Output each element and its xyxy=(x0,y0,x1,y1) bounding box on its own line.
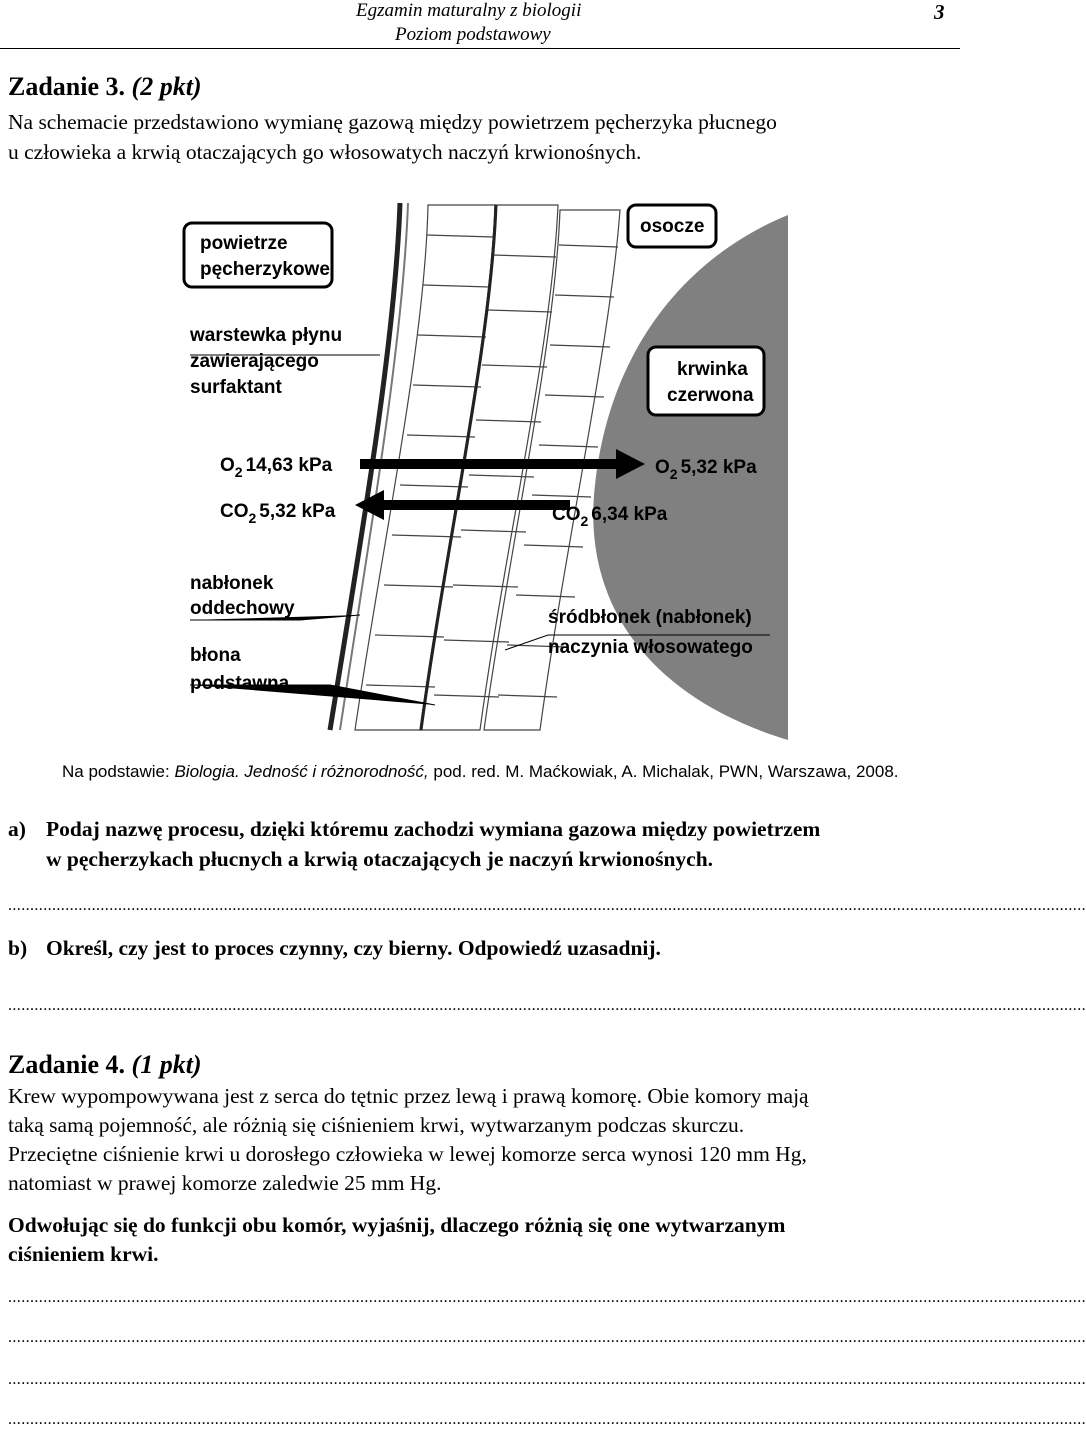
answer-line-task4-2[interactable]: ..................................................................................................................................................................................................................................................... xyxy=(8,1329,1086,1346)
o2-right-label: $O_2$ 5,32 kPa xyxy=(655,457,757,482)
answer-line-task4-4[interactable]: ..................................................................................................................................................................................................................................................... xyxy=(8,1411,1086,1428)
label-endo-1: śródbłonek (nabłonek) xyxy=(548,607,752,628)
header-level: Poziom podstawowy xyxy=(395,24,551,45)
source-title: Biologia. Jedność i różnorodność, xyxy=(174,762,429,781)
label-air-2: pęcherzykowe xyxy=(200,259,330,280)
question-a-line2: w pęcherzykach płucnych a krwią otaczających je naczyń krwionośnych. xyxy=(46,847,714,871)
task4-question-line1: Odwołując się do funkcji obu komór, wyjaśnij, dlaczego różnią się one wytwarzanym xyxy=(8,1213,786,1237)
task4-question-line2: ciśnieniem krwi. xyxy=(8,1242,159,1266)
header-divider xyxy=(0,48,960,49)
task4-line3: Przeciętne ciśnienie krwi u dorosłego człowieka w lewej komorze serca wynosi 120 mm Hg, xyxy=(8,1142,807,1166)
answer-line-task4-3[interactable]: ..................................................................................................................................................................................................................................................... xyxy=(8,1371,1086,1388)
header-exam-title: Egzamin maturalny z biologii xyxy=(356,0,582,21)
label-plasma: osocze xyxy=(640,216,705,237)
co2-left-label: $CO_2$ 5,32 kPa xyxy=(220,501,336,526)
gas-exchange-diagram xyxy=(170,195,795,745)
label-fluid-2: zawierającego xyxy=(190,351,319,372)
task4-line2: taką samą pojemność, ale różnią się ciśnieniem krwi, wytwarzanym podczas skurczu. xyxy=(8,1113,745,1137)
question-b-text: Określ, czy jest to proces czynny, czy bierny. Odpowiedź uzasadnij. xyxy=(46,936,661,960)
source-rest: pod. red. M. Maćkowiak, A. Michalak, PWN, Warszawa, 2008. xyxy=(428,762,899,781)
o2-left-label: $O_2$ 14,63 kPa xyxy=(220,455,333,480)
answer-line-task4-1[interactable]: ..................................................................................................................................................................................................................................................... xyxy=(8,1289,1086,1306)
question-a-line1: Podaj nazwę procesu, dzięki któremu zachodzi wymiana gazowa między powietrzem xyxy=(46,817,821,841)
label-rbc-1: krwinka xyxy=(677,359,748,380)
answer-line-b[interactable]: ..................................................................................................................................................................................................................................................... xyxy=(8,997,1086,1014)
co2-right-label: $CO_2$ 6,34 kPa xyxy=(552,504,668,529)
label-fluid-1: warstewka płynu xyxy=(190,325,343,346)
task4-title xyxy=(8,1050,202,1080)
task3-title xyxy=(8,72,202,102)
label-membrane-2: podstawna xyxy=(190,673,290,694)
task3-points: (2 pkt) xyxy=(131,72,202,101)
task4-line1: Krew wypompowywana jest z serca do tętnic przez lewą i prawą komorę. Obie komory mają xyxy=(8,1084,809,1108)
label-membrane-1: błona xyxy=(190,645,241,666)
label-endo-2: naczynia włosowatego xyxy=(548,637,753,658)
label-rbc-2: czerwona xyxy=(667,385,754,406)
answer-line-a[interactable]: ..................................................................................................................................................................................................................................................... xyxy=(8,897,1086,914)
label-air-1: powietrze xyxy=(200,233,288,254)
source-prefix: Na podstawie: xyxy=(62,762,175,781)
task3-intro-line2: u człowieka a krwią otaczających go włosowatych naczyń krwionośnych. xyxy=(8,140,642,164)
task4-line4: natomiast w prawej komorze zaledwie 25 mm Hg. xyxy=(8,1171,442,1195)
question-b-letter: b) xyxy=(8,936,28,960)
source-citation xyxy=(62,762,899,782)
label-fluid-3: surfaktant xyxy=(190,377,282,398)
page-number: 3 xyxy=(934,0,945,24)
label-epi-2: oddechowy xyxy=(190,598,295,619)
label-epi-1: nabłonek xyxy=(190,573,274,594)
task3-title-text: Zadanie 3. xyxy=(8,72,126,101)
task4-title-text: Zadanie 4. xyxy=(8,1050,126,1079)
task3-intro-line1: Na schemacie przedstawiono wymianę gazową między powietrzem pęcherzyka płucnego xyxy=(8,110,777,134)
task4-points: (1 pkt) xyxy=(131,1050,202,1079)
question-a-letter: a) xyxy=(8,817,26,841)
